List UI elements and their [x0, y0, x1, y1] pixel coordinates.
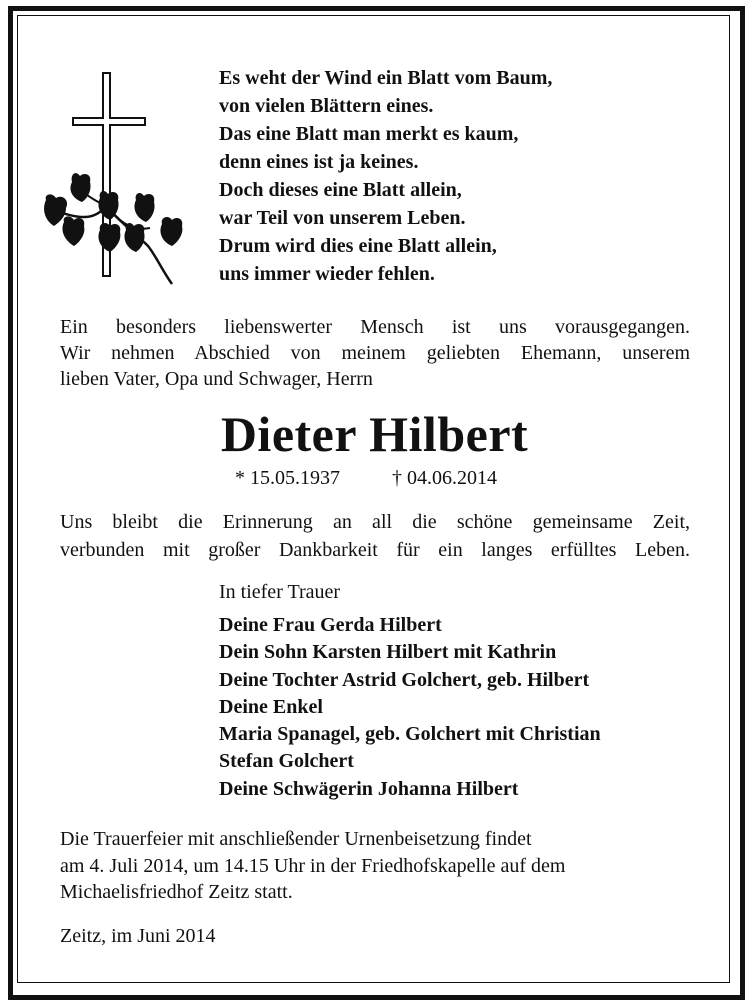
ceremony-line: Die Trauerfeier mit anschließender Urnenbeisetzung findet	[60, 828, 532, 850]
poem-line: Doch dieses eine Blatt allein,	[219, 179, 462, 201]
deceased-name: Dieter Hilbert	[220, 406, 529, 462]
intro-line: lieben Vater, Opa und Schwager, Herrn	[60, 368, 373, 390]
memory-line: Uns bleibt die Erinnerung an all die schöne gemeinsame Zeit,	[60, 511, 690, 533]
death-date-group	[392, 464, 497, 492]
mourner: Deine Tochter Astrid Golchert, geb. Hilbert	[219, 668, 590, 691]
cross-symbol-icon: †	[392, 467, 402, 489]
ceremony-info	[60, 826, 565, 906]
mourner: Deine Enkel	[219, 695, 323, 718]
ceremony-line: Michaelisfriedhof Zeitz statt.	[60, 881, 293, 903]
mourner: Deine Schwägerin Johanna Hilbert	[219, 777, 519, 800]
ceremony-line: am 4. Juli 2014, um 14.15 Uhr in der Friedhofskapelle auf dem	[60, 854, 566, 877]
birth-date: * 15.05.1937	[235, 467, 340, 489]
poem-line: Drum wird dies eine Blatt allein,	[219, 235, 497, 257]
death-date: 04.06.2014	[407, 467, 497, 489]
mourner: Maria Spanagel, geb. Golchert mit Christian	[219, 723, 601, 746]
poem-line: Das eine Blatt man merkt es kaum,	[219, 123, 519, 145]
intro-text	[60, 314, 690, 392]
mourning-heading: In tiefer Trauer	[219, 581, 341, 603]
cross-with-ivy-icon	[40, 70, 190, 290]
intro-line: Wir nehmen Abschied von meinem geliebten Ehemann, unserem	[60, 342, 690, 364]
mourner: Deine Frau Gerda Hilbert	[219, 614, 442, 636]
poem-line: denn eines ist ja keines.	[219, 151, 419, 173]
intro-line: Ein besonders liebenswerter Mensch ist uns vorausgegangen.	[60, 316, 690, 338]
poem-line: von vielen Blättern eines.	[219, 95, 434, 117]
poem	[219, 64, 552, 288]
place-date: Zeitz, im Juni 2014	[60, 925, 216, 947]
memory-text	[60, 508, 690, 564]
poem-line: uns immer wieder fehlen.	[219, 263, 435, 285]
poem-line: war Teil von unserem Leben.	[219, 207, 466, 229]
mourners-list	[219, 612, 601, 803]
poem-line: Es weht der Wind ein Blatt vom Baum,	[219, 67, 553, 89]
memory-line: verbunden mit großer Dankbarkeit für ein langes erfülltes Leben.	[60, 539, 690, 561]
mourner: Dein Sohn Karsten Hilbert mit Kathrin	[219, 641, 557, 664]
mourner: Stefan Golchert	[219, 750, 354, 773]
